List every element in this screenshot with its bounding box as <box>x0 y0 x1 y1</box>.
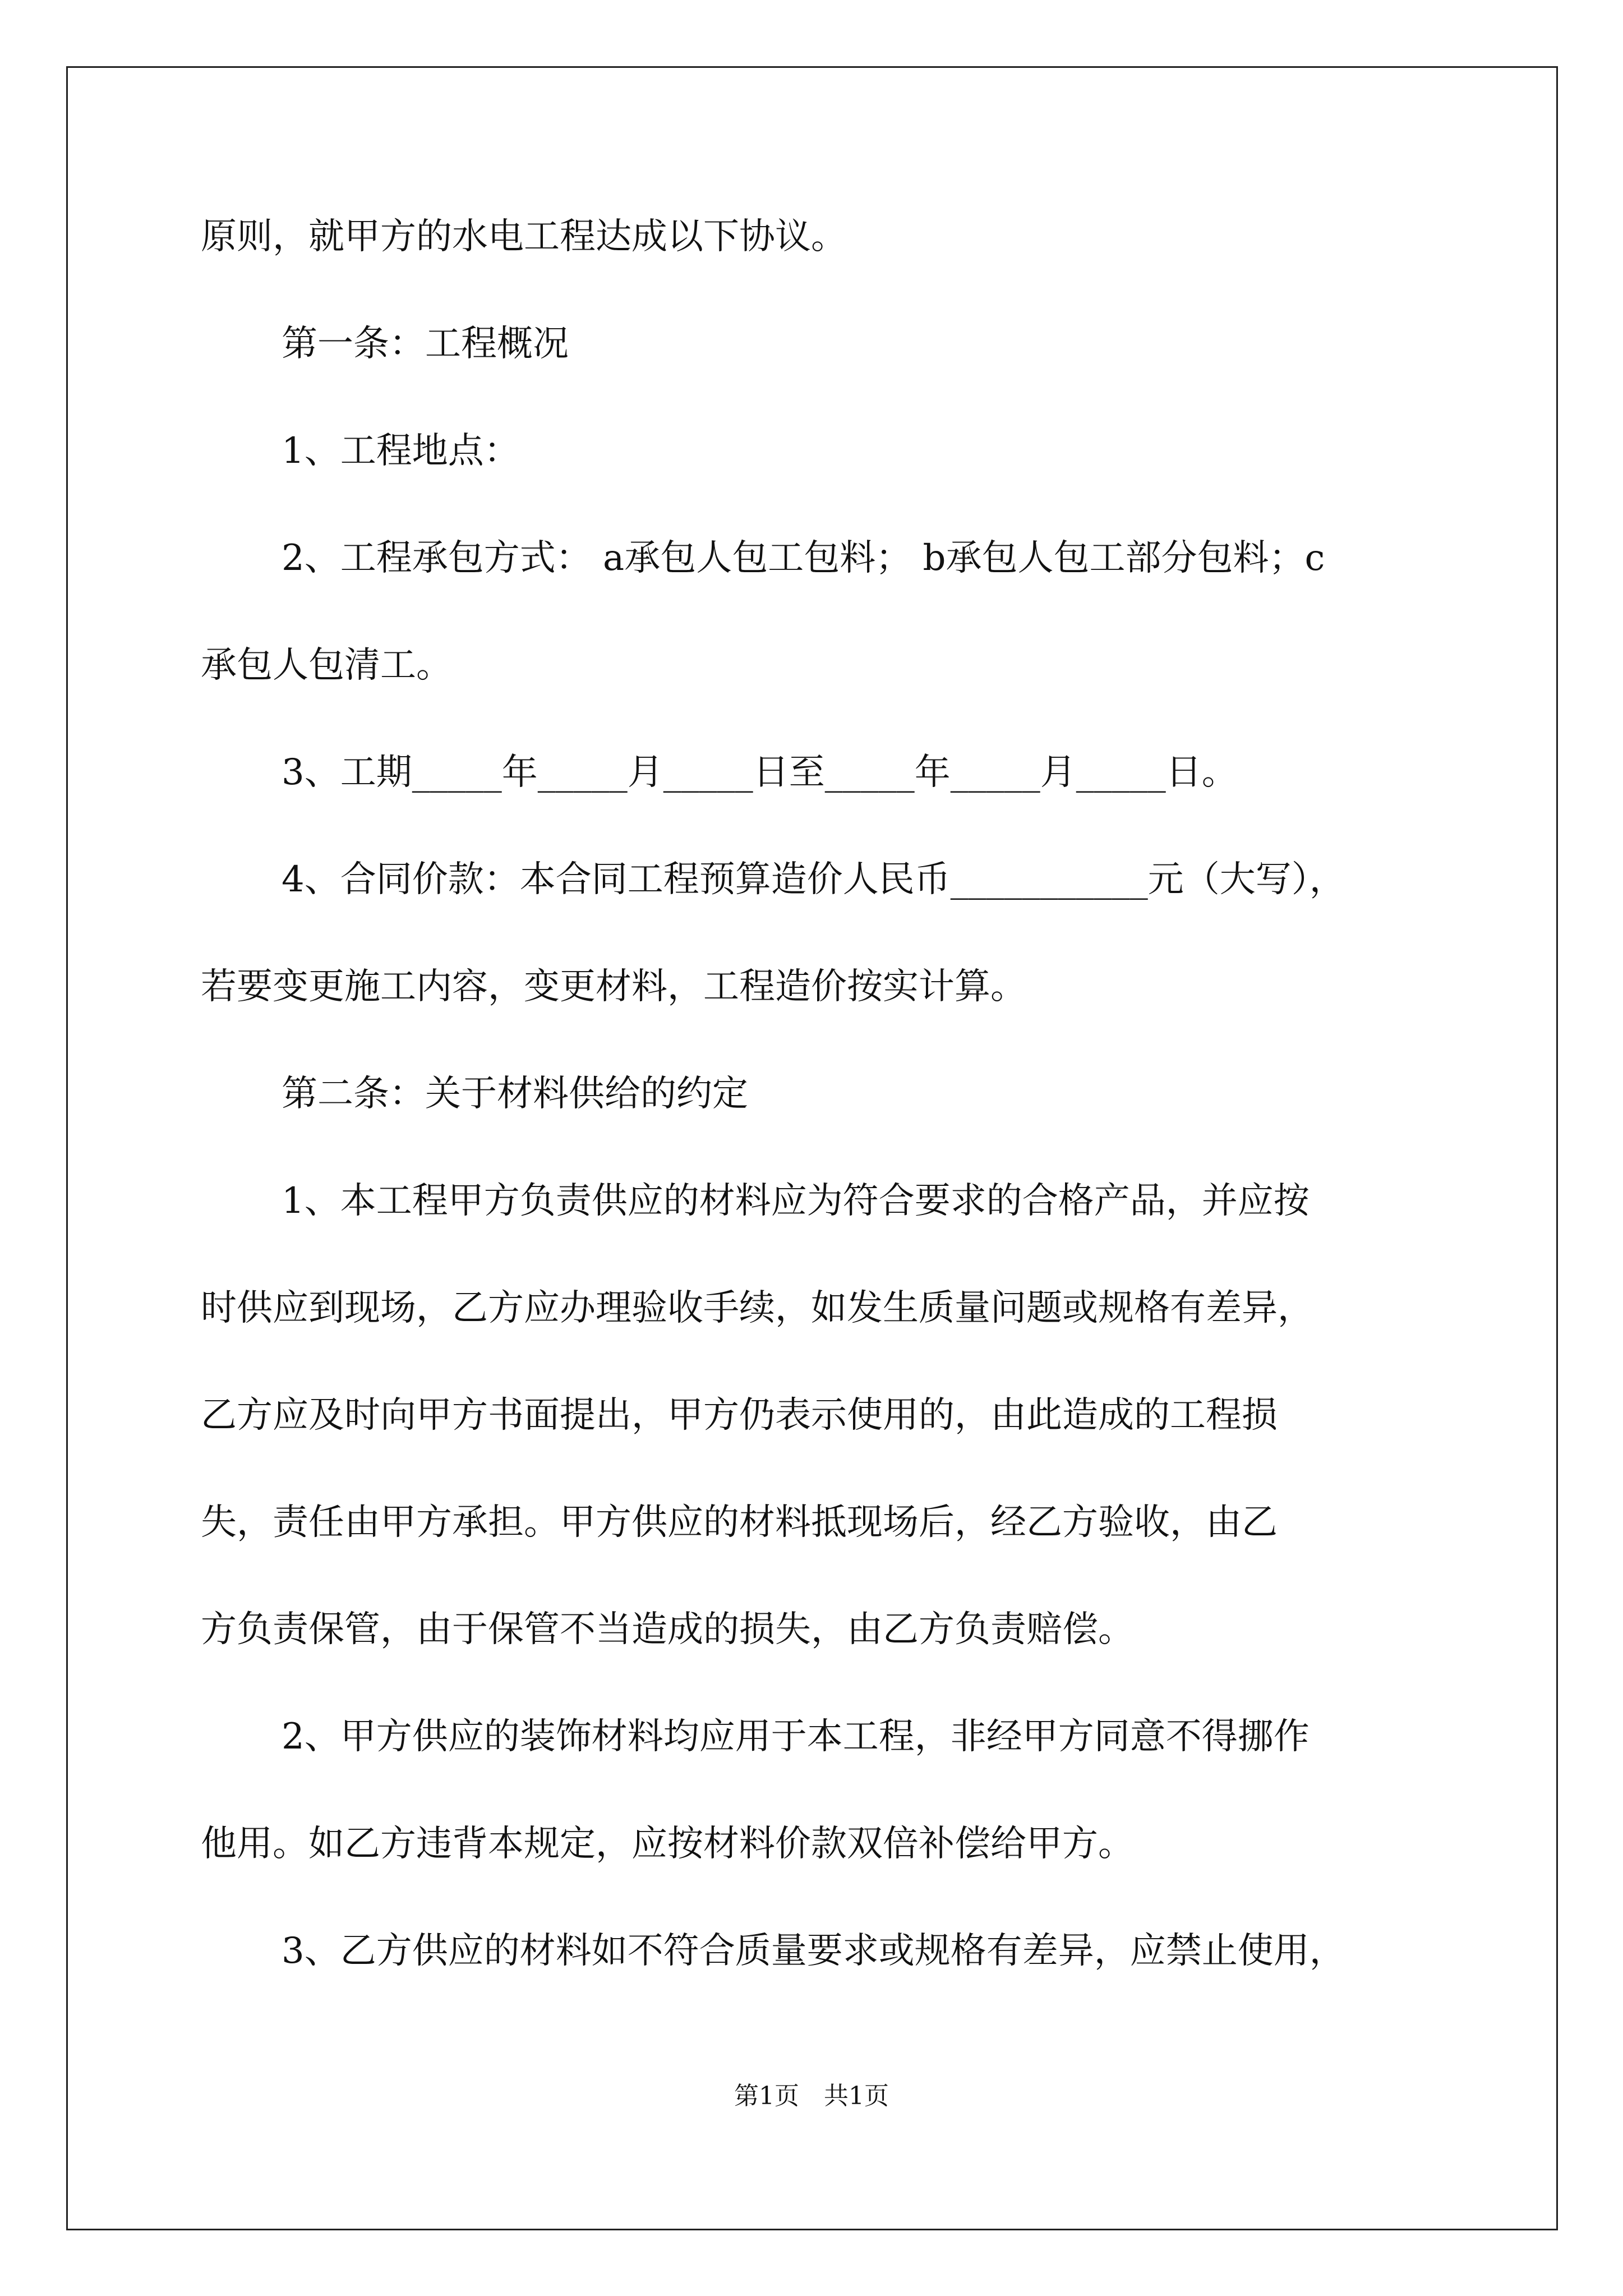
paragraph-line: 3、乙方供应的材料如不符合质量要求或规格有差异，应禁止使用， <box>282 1930 1345 1972</box>
paragraph-line: 2、工程承包方式： a承包人包工包料； b承包人包工部分包料；c <box>282 537 1325 579</box>
paragraph-line: 原则，就甲方的水电工程达成以下协议。 <box>201 216 847 257</box>
section-heading: 第二条：关于材料供给的约定 <box>282 1073 748 1115</box>
document-body <box>201 216 1502 2040</box>
paragraph-line: 1、本工程甲方负责供应的材料应为符合要求的合格产品，并应按 <box>282 1180 1310 1222</box>
paragraph-line: 时供应到现场，乙方应办理验收手续，如发生质量问题或规格有差异， <box>201 1287 1313 1329</box>
paragraph-line: 方负责保管，由于保管不当造成的损失，由乙方负责赔偿。 <box>201 1609 1134 1650</box>
paragraph-line: 他用。如乙方违背本规定，应按材料价款双倍补偿给甲方。 <box>201 1823 1134 1865</box>
paragraph-line: 1、工程地点： <box>282 430 520 472</box>
paragraph-line: 乙方应及时向甲方书面提出，甲方仍表示使用的，由此造成的工程损 <box>201 1395 1278 1436</box>
paragraph-line: 3、工期_____年_____月_____日至_____年_____月_____日。 <box>282 752 1238 793</box>
paragraph-line: 2、甲方供应的装饰材料均应用于本工程，非经甲方同意不得挪作 <box>282 1716 1310 1757</box>
paragraph-line: 失，责任由甲方承担。甲方供应的材料抵现场后，经乙方验收，由乙 <box>201 1502 1278 1543</box>
section-heading: 第一条：工程概况 <box>282 323 569 365</box>
paragraph-line: 若要变更施工内容，变更材料，工程造价按实计算。 <box>201 966 1026 1007</box>
paragraph-line: 承包人包清工。 <box>201 645 452 686</box>
page-footer: 第1页 共1页 <box>734 2082 889 2110</box>
paragraph-line: 4、合同价款：本合同工程预算造价人民币___________元（大写）， <box>282 859 1345 900</box>
